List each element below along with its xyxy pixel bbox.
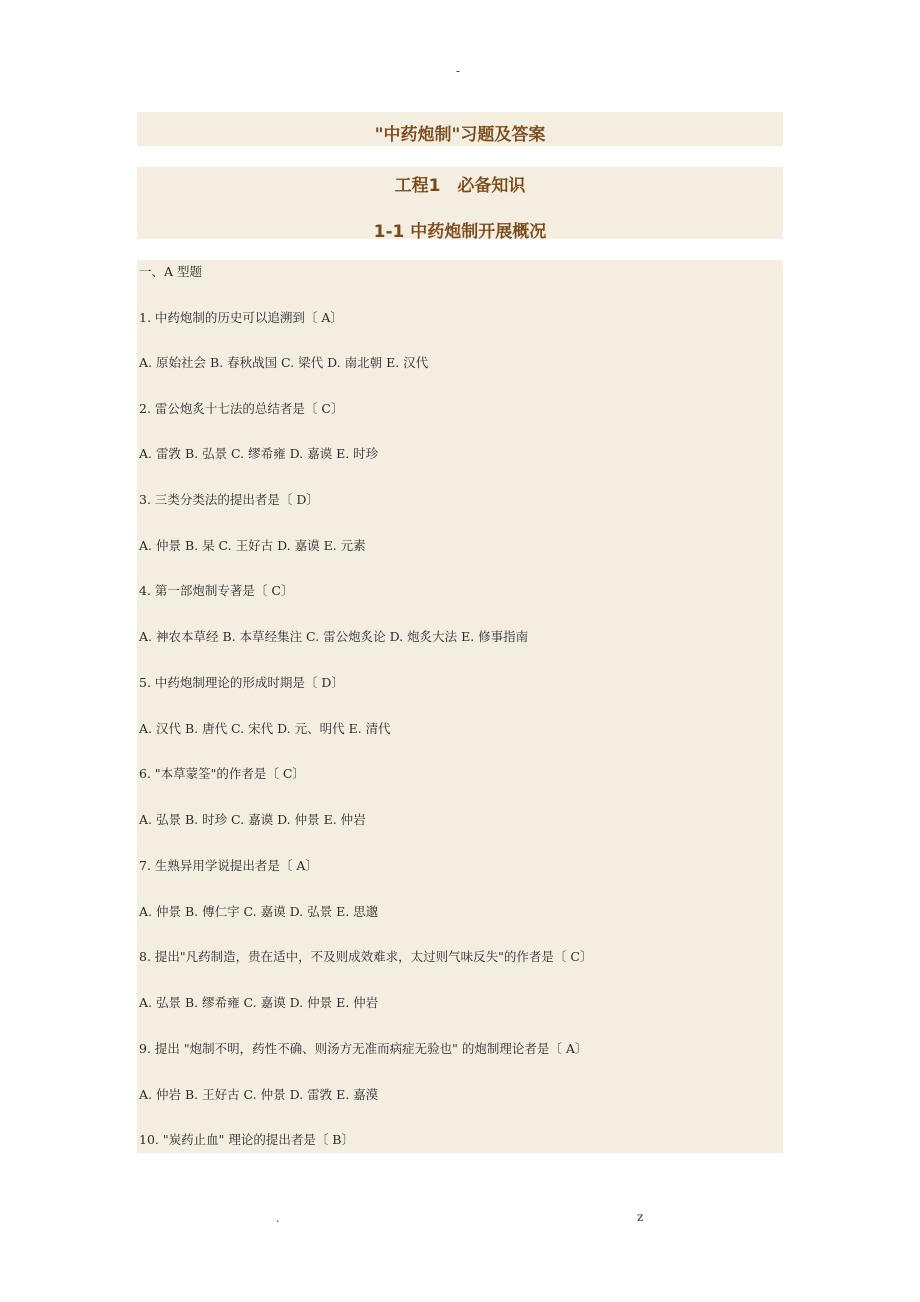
question-line: 6. "本草蒙筌"的作者是〔 C〕 — [139, 766, 305, 781]
footer-left-mark: . — [276, 1212, 280, 1225]
options-line: A. 仲岩 B. 王好古 C. 仲景 D. 雷敩 E. 嘉漠 — [139, 1087, 379, 1102]
title-band — [137, 112, 783, 146]
footer-right-mark: z — [637, 1210, 644, 1224]
options-line: A. 仲景 B. 杲 C. 王好古 D. 嘉谟 E. 元素 — [139, 538, 366, 553]
options-line: A. 弘景 B. 时珍 C. 嘉谟 D. 仲景 E. 仲岩 — [139, 812, 366, 827]
options-line: A. 汉代 B. 唐代 C. 宋代 D. 元、明代 E. 清代 — [139, 721, 391, 736]
project-heading: 工程1 必备知识 — [394, 176, 526, 196]
question-line: 10. "炭药止血" 理论的提出者是〔 B〕 — [139, 1132, 354, 1147]
question-line: 3. 三类分类法的提出者是〔 D〕 — [139, 492, 319, 507]
content-band — [137, 260, 783, 1153]
question-line: 7. 生熟异用学说提出者是〔 A〕 — [139, 858, 318, 873]
options-line: A. 神农本草经 B. 本草经集注 C. 雷公炮炙论 D. 炮炙大法 E. 修事指南 — [139, 629, 529, 644]
document-title: "中药炮制"习题及答案 — [374, 125, 546, 145]
options-line: A. 雷敩 B. 弘景 C. 缪希雍 D. 嘉谟 E. 时珍 — [139, 446, 379, 461]
options-line: A. 仲景 B. 傅仁宇 C. 嘉谟 D. 弘景 E. 思邈 — [139, 904, 379, 919]
question-line: 5. 中药炮制理论的形成时期是〔 D〕 — [139, 675, 344, 690]
question-line: 1. 中药炮制的历史可以追溯到〔 A〕 — [139, 310, 343, 325]
subsection-heading: 1-1 中药炮制开展概况 — [373, 222, 547, 242]
question-type-heading: 一、A 型题 — [139, 264, 203, 279]
question-line: 9. 提出 "炮制不明，药性不确、则汤方无准而病症无验也" 的炮制理论者是〔 A〕 — [139, 1041, 588, 1056]
question-line: 2. 雷公炮炙十七法的总结者是〔 C〕 — [139, 401, 344, 416]
question-line: 4. 第一部炮制专著是〔 C〕 — [139, 583, 294, 598]
options-line: A. 原始社会 B. 春秋战国 C. 梁代 D. 南北朝 E. 汉代 — [139, 355, 429, 370]
section-band — [137, 167, 783, 242]
header-mark: - — [456, 64, 461, 78]
options-line: A. 弘景 B. 缪希雍 C. 嘉谟 D. 仲景 E. 仲岩 — [139, 995, 379, 1010]
question-line: 8. 提出"凡药制造，贵在适中，不及则成效难求，太过则气味反失"的作者是〔 C〕 — [139, 949, 593, 964]
